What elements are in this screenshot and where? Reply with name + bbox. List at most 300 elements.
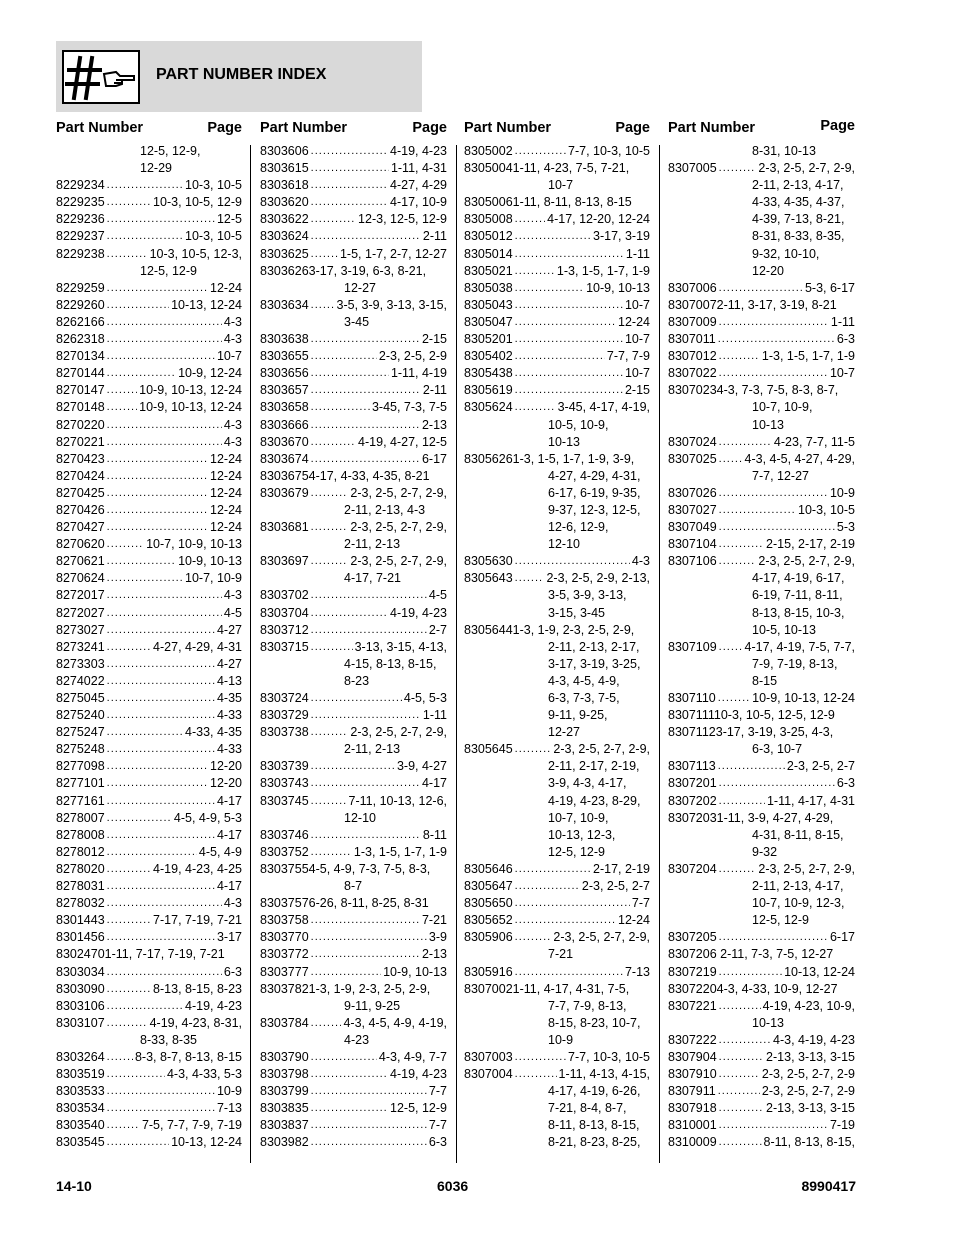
entry-line	[260, 194, 447, 211]
part-number: 8305630	[464, 554, 513, 569]
page-refs: 2-17, 2-19	[593, 861, 650, 876]
page-refs-continued: 9-11, 9-25	[344, 998, 401, 1013]
leader-dots	[311, 758, 395, 775]
page-refs: 4-3	[223, 588, 242, 603]
part-number: 8307110	[668, 691, 716, 705]
leader-dots	[515, 348, 605, 365]
page-refs: 7-7, 7-9	[606, 349, 650, 364]
index-entry	[464, 622, 650, 742]
leader-dots	[107, 1134, 169, 1151]
entry-line	[56, 912, 242, 929]
leader-dots	[107, 451, 208, 468]
entry-line	[56, 775, 242, 792]
leader-dots	[107, 656, 215, 673]
leader-dots	[107, 981, 151, 998]
index-entry	[260, 605, 447, 622]
page-refs: 10-7	[216, 349, 242, 364]
index-entry	[260, 228, 447, 245]
index-entry	[668, 775, 855, 792]
index-entry	[260, 365, 447, 382]
page-refs-continued: 12-27	[344, 280, 376, 295]
leader-dots	[107, 365, 176, 382]
leader-dots	[107, 758, 208, 775]
leader-dots	[515, 1066, 557, 1083]
page-refs-continued: 9-11, 9-25,	[548, 708, 608, 723]
leader-dots	[515, 143, 566, 160]
entry-line	[668, 810, 855, 827]
entry-line	[464, 348, 650, 365]
entry-line	[56, 741, 242, 758]
index-entry	[668, 314, 855, 331]
leader-dots	[107, 929, 215, 946]
page-refs-continued: 4-17, 4-19, 6-17,	[752, 571, 845, 586]
part-number: 83050061-11, 8-11, 8-13, 8-15	[464, 195, 632, 210]
leader-dots	[107, 1049, 133, 1066]
column-header	[464, 120, 650, 138]
index-entry	[260, 793, 447, 827]
entry-line	[464, 211, 650, 228]
index-entry	[260, 194, 447, 211]
leader-dots	[107, 246, 148, 263]
page-refs: 4-27, 4-29, 4-31	[153, 639, 242, 654]
leader-dots	[719, 861, 757, 878]
part-number: 8303784	[260, 1015, 309, 1030]
part-number: 8305438	[464, 366, 513, 381]
index-entry	[464, 399, 650, 450]
page-refs-continued: 10-7, 10-9, 12-3,	[752, 896, 845, 911]
page-refs: 12-24	[210, 451, 242, 466]
part-number: 8303770	[260, 930, 309, 945]
page-refs-continued: 2-11, 2-13, 4-17,	[752, 178, 844, 193]
index-entry	[668, 810, 855, 861]
entry-line	[56, 724, 242, 741]
page-refs-continued: 4-27, 4-29, 4-31,	[548, 468, 641, 483]
part-number: 8307011	[668, 332, 716, 347]
entry-line	[668, 553, 855, 570]
entry-line	[56, 810, 242, 827]
index-entry	[464, 297, 650, 314]
entry-line	[668, 297, 855, 314]
column-header	[260, 120, 447, 138]
index-entry	[260, 434, 447, 451]
leader-dots	[311, 1066, 388, 1083]
entry-line	[260, 690, 447, 707]
page-refs-continued: 4-17, 4-19, 6-26,	[548, 1084, 641, 1099]
page-refs: 4-3	[223, 332, 242, 347]
part-number: 8307022	[668, 366, 717, 381]
page-refs: 7-11, 10-13, 12-6,	[348, 793, 447, 808]
leader-dots	[107, 912, 151, 929]
entry-line	[56, 502, 242, 519]
leader-dots	[107, 553, 176, 570]
page-refs-continued: 7-9, 7-19, 8-13,	[752, 656, 838, 671]
entry-line	[56, 673, 242, 690]
footer-doc-number: 8990417	[801, 1178, 856, 1194]
index-entry	[260, 690, 447, 707]
page-header: Page	[615, 120, 650, 136]
entry-line	[668, 485, 855, 502]
page-refs: 10-9	[829, 485, 855, 500]
page-refs: 4-3	[223, 896, 242, 911]
index-entry	[56, 382, 242, 399]
leader-dots	[515, 878, 580, 895]
page-refs: 1-3, 1-5, 1-7, 1-9	[353, 844, 447, 859]
entry-line	[668, 434, 855, 451]
index-entry	[464, 194, 650, 211]
entry-line	[260, 297, 447, 314]
part-number: 8270424	[56, 468, 105, 483]
page-refs: 7-7	[631, 896, 650, 911]
index-entry	[464, 211, 650, 228]
index-entry	[668, 143, 855, 160]
page-refs-continued: 12-5, 12-9	[752, 913, 809, 928]
index-entry	[668, 280, 855, 297]
leader-dots	[107, 707, 215, 724]
leader-dots	[107, 724, 183, 741]
entry-line	[668, 707, 855, 724]
entry-line	[260, 399, 447, 416]
entry-line	[260, 1049, 447, 1066]
part-number: 8303090	[56, 981, 105, 996]
entry-line	[56, 451, 242, 468]
entry-line	[464, 878, 650, 895]
part-number: 8273303	[56, 656, 105, 671]
page-refs: 2-3, 2-5, 2-7, 2-9	[761, 1084, 855, 1099]
index-entry	[260, 468, 447, 485]
entry-line	[56, 1134, 242, 1151]
leader-dots	[719, 1117, 828, 1134]
leader-dots	[107, 519, 208, 536]
part-number: 8305038	[464, 280, 513, 295]
index-entry	[56, 946, 242, 963]
index-entry	[464, 365, 650, 382]
page-refs: 12-5, 12-9	[390, 1101, 447, 1116]
part-number: 8303534	[56, 1101, 105, 1116]
page-refs-continued: 9-32, 10-10,	[752, 246, 820, 261]
entry-line	[260, 1117, 447, 1134]
leader-dots	[107, 1083, 215, 1100]
part-number: 8278020	[56, 861, 105, 876]
index-entry	[260, 177, 447, 194]
leader-dots	[311, 228, 421, 245]
entry-line	[668, 536, 855, 553]
entry-line	[464, 622, 650, 639]
index-entry	[668, 1134, 855, 1151]
part-number: 8278031	[56, 879, 105, 894]
part-number: 8307205	[668, 930, 717, 945]
index-entry	[464, 929, 650, 963]
index-entry	[260, 639, 447, 690]
page-refs: 4-13	[216, 673, 242, 688]
page-refs: 6-3	[428, 1135, 447, 1150]
index-entry	[260, 348, 447, 365]
index-entry	[668, 1032, 855, 1049]
page-refs: 7-7, 10-3, 10-5	[568, 144, 650, 158]
entry-line	[260, 1134, 447, 1151]
part-number: 8270134	[56, 349, 105, 364]
page-refs: 7-13	[624, 964, 650, 979]
leader-dots	[107, 485, 208, 502]
page-refs-continued: 12-10	[548, 537, 580, 552]
entry-line	[668, 1083, 855, 1100]
page-refs: 12-24	[210, 485, 242, 500]
part-number: 8303729	[260, 708, 309, 723]
page-refs: 10-13, 12-24	[784, 964, 855, 979]
entry-line	[668, 724, 855, 741]
page-refs-continued: 2-11, 2-13, 2-17,	[548, 639, 640, 654]
part-number: 8307904	[668, 1049, 717, 1064]
index-entry	[464, 570, 650, 621]
part-number: 8307012	[668, 349, 717, 364]
page-refs: 12-5	[216, 212, 242, 227]
entry-line	[668, 1066, 855, 1083]
index-entry	[56, 417, 242, 434]
leader-dots	[107, 673, 215, 690]
index-entry	[260, 417, 447, 434]
part-number: 8303752	[260, 844, 309, 859]
part-number: 8229234	[56, 178, 105, 193]
entry-line	[260, 622, 447, 639]
part-number: 8278008	[56, 827, 105, 842]
entry-line	[56, 519, 242, 536]
entry-line	[260, 331, 447, 348]
page-refs: 4-3	[223, 434, 242, 449]
part-number: 83037554-5, 4-9, 7-3, 7-5, 8-3,	[260, 861, 431, 876]
leader-dots	[719, 964, 782, 981]
page-refs: 6-17	[421, 451, 447, 466]
leader-dots	[107, 570, 183, 587]
entry-line	[464, 981, 650, 998]
page-refs: 12-3, 12-5, 12-9	[358, 212, 447, 227]
leader-dots	[311, 246, 338, 263]
page-refs: 2-13	[421, 947, 447, 962]
part-number: 8278032	[56, 896, 105, 911]
index-entry	[464, 741, 650, 861]
index-entry	[668, 724, 855, 758]
part-number: 8303777	[260, 964, 309, 979]
page-refs: 10-7, 10-9, 10-13	[146, 537, 242, 552]
page-refs: 10-9, 10-13	[178, 554, 242, 569]
entry-line	[464, 861, 650, 878]
entry-line	[260, 553, 447, 570]
index-entry	[668, 964, 855, 981]
leader-dots	[515, 912, 616, 929]
page-refs: 4-17	[421, 776, 447, 791]
entry-line	[56, 348, 242, 365]
part-number: 8275248	[56, 742, 105, 757]
index-entry	[464, 228, 650, 245]
page-refs: 3-5, 3-9, 3-13, 3-15,	[336, 297, 447, 312]
leader-dots	[311, 417, 420, 434]
page-refs-continued: 10-13, 12-3,	[548, 827, 616, 842]
entry-line	[260, 724, 447, 741]
page-refs: 2-3, 2-5, 2-7, 2-9,	[758, 161, 855, 176]
page-refs: 2-7	[428, 622, 447, 637]
part-number: 8307026	[668, 485, 717, 500]
leader-dots	[515, 399, 556, 416]
leader-dots	[311, 929, 427, 946]
entry-line	[260, 895, 447, 912]
index-entry	[464, 553, 650, 570]
part-number: 8303106	[56, 998, 105, 1013]
leader-dots	[719, 553, 757, 570]
entry-line	[260, 639, 447, 656]
part-number: 8305647	[464, 879, 513, 894]
index-entry	[56, 211, 242, 228]
part-number: 8303655	[260, 349, 309, 364]
entry-line	[56, 485, 242, 502]
page-refs: 2-15	[421, 332, 447, 347]
page-refs: 7-7	[428, 1118, 447, 1133]
entry-line	[464, 1049, 650, 1066]
page-refs: 2-3, 2-5, 2-7, 2-9,	[553, 930, 650, 945]
entry-line	[260, 211, 447, 228]
leader-dots	[107, 194, 151, 211]
entry-line	[464, 553, 650, 570]
entry-line	[668, 998, 855, 1015]
part-number: 830711110-3, 10-5, 12-5, 12-9	[668, 708, 835, 723]
leader-dots	[718, 1083, 760, 1100]
index-entry	[260, 964, 447, 981]
page-refs: 4-19, 4-23, 4-25	[153, 861, 242, 876]
entry-line	[56, 553, 242, 570]
leader-dots	[107, 468, 208, 485]
page-refs: 10-13, 12-24	[171, 1135, 242, 1150]
part-number: 8310001	[668, 1118, 717, 1133]
page-refs: 7-21	[421, 913, 447, 928]
part-number: 8303638	[260, 332, 309, 347]
page-refs: 4-19, 4-23	[390, 1067, 447, 1082]
entry-line	[56, 861, 242, 878]
leader-dots	[107, 399, 137, 416]
page-refs: 3-17	[216, 930, 242, 945]
entry-line	[56, 314, 242, 331]
entry-line	[668, 775, 855, 792]
index-entry	[56, 331, 242, 348]
part-number: 8303606	[260, 144, 309, 158]
page-refs: 5-3, 6-17	[804, 280, 855, 295]
entry-line	[260, 964, 447, 981]
page-refs: 4-19, 4-23, 8-31,	[149, 1015, 242, 1030]
part-number: 83072031-11, 3-9, 4-27, 4-29,	[668, 810, 834, 825]
part-number: 8303758	[260, 913, 309, 928]
leader-dots	[719, 280, 803, 297]
index-entry	[56, 964, 242, 981]
entry-line	[464, 570, 650, 587]
part-number: 8305645	[464, 742, 513, 757]
part-number: 8303704	[260, 605, 309, 620]
leader-dots	[107, 605, 222, 622]
index-entry	[260, 912, 447, 929]
index-entry	[56, 1083, 242, 1100]
part-number: 8270621	[56, 554, 105, 569]
entry-line	[668, 331, 855, 348]
index-entry	[260, 211, 447, 228]
entry-line	[260, 707, 447, 724]
index-entry	[668, 758, 855, 775]
page-refs-continued: 3-17, 3-19, 3-25,	[548, 656, 641, 671]
index-entry	[56, 1100, 242, 1117]
page-refs-continued: 2-11, 2-13, 4-17,	[752, 879, 844, 894]
page-refs: 1-11	[422, 708, 447, 723]
part-number: 8275045	[56, 691, 105, 705]
part-number: 8272017	[56, 588, 105, 603]
page-refs: 10-3, 10-5	[798, 502, 855, 517]
entry-line	[56, 536, 242, 553]
leader-dots	[515, 246, 624, 263]
leader-dots	[515, 365, 623, 382]
index-entry	[56, 468, 242, 485]
leader-dots	[107, 827, 215, 844]
entry-line	[56, 1117, 242, 1134]
page-refs: 12-24	[210, 520, 242, 535]
page-refs: 2-3, 2-5, 2-7, 2-9	[761, 1067, 855, 1082]
part-number: 8277101	[56, 776, 105, 791]
index-entry	[668, 1066, 855, 1083]
index-entry	[56, 228, 242, 245]
entry-line	[464, 160, 650, 177]
page-refs: 3-45, 4-17, 4-19,	[557, 400, 650, 415]
part-number: 8305619	[464, 383, 513, 398]
entry-line	[56, 707, 242, 724]
part-number: 8307113	[668, 759, 716, 774]
page-header: Page	[207, 120, 242, 136]
part-number: 8305012	[464, 229, 513, 244]
index-entry	[260, 553, 447, 587]
index-entry	[56, 570, 242, 587]
page-refs: 2-13, 3-13, 3-15	[766, 1101, 855, 1116]
index-entry	[464, 451, 650, 554]
part-number: 8303837	[260, 1118, 309, 1133]
index-entry	[260, 263, 447, 297]
index-entry	[56, 707, 242, 724]
entry-line	[56, 417, 242, 434]
entry-line	[260, 844, 447, 861]
page-refs-continued: 4-3, 4-5, 4-9,	[548, 673, 620, 688]
part-number: 8303790	[260, 1049, 309, 1064]
page-refs: 4-33	[216, 742, 242, 757]
part-number: 8305047	[464, 314, 513, 329]
page-refs-continued: 4-39, 7-13, 8-21,	[752, 212, 845, 227]
leader-dots	[311, 382, 421, 399]
entry-line	[668, 758, 855, 775]
leader-dots	[311, 912, 420, 929]
part-number: 8303799	[260, 1084, 309, 1099]
part-number: 8303738	[260, 725, 309, 740]
part-number: 8229259	[56, 280, 105, 295]
index-entry	[56, 775, 242, 792]
index-entry	[56, 536, 242, 553]
page-refs: 12-24	[618, 913, 650, 928]
page-refs-continued: 12-27	[548, 725, 580, 740]
entry-line	[56, 587, 242, 604]
page-refs-continued: 12-5, 12-9	[548, 844, 605, 859]
entry-line	[260, 143, 447, 160]
entry-line	[668, 929, 855, 946]
entry-line	[260, 228, 447, 245]
page-refs: 4-19, 4-23	[390, 144, 447, 158]
entry-line	[668, 1134, 855, 1151]
part-number: 8305916	[464, 964, 513, 979]
page-refs: 7-5, 7-7, 7-9, 7-19	[141, 1118, 242, 1133]
entry-line	[56, 434, 242, 451]
entry-line	[56, 1066, 242, 1083]
page-refs: 2-3, 2-5, 2-7	[581, 879, 650, 894]
entry-line	[56, 246, 242, 263]
entry-line	[260, 587, 447, 604]
part-number: 8303658	[260, 400, 309, 415]
part-number: 8303519	[56, 1067, 105, 1082]
